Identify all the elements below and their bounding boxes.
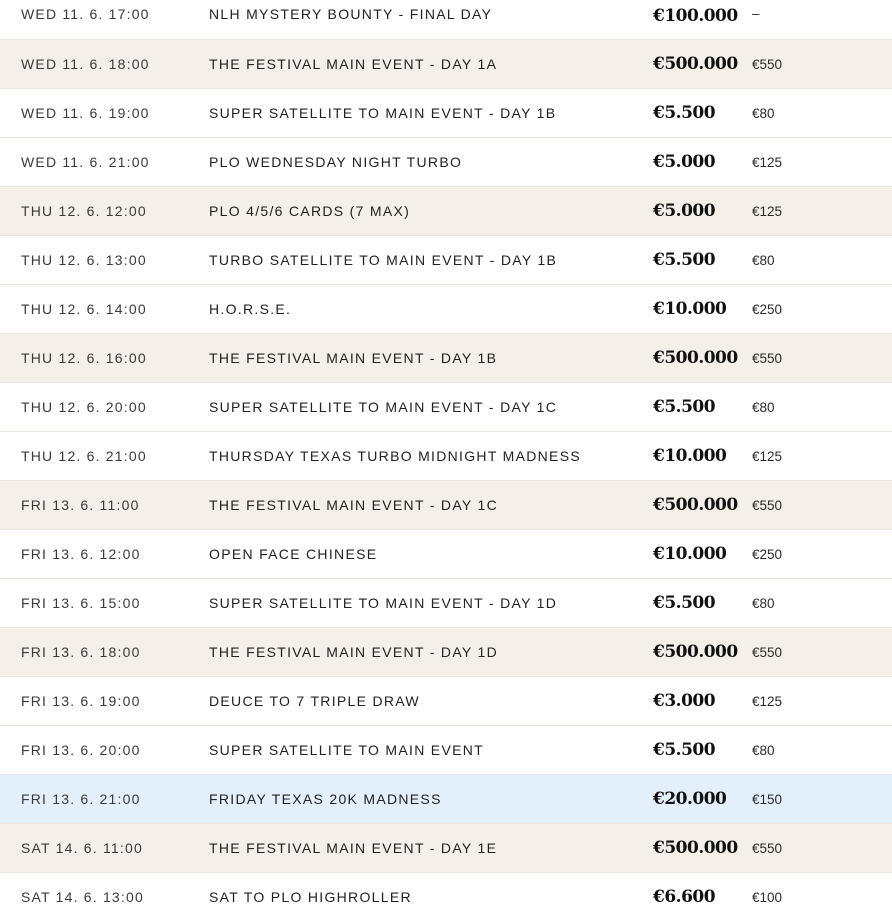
event-buy-in: €100: [752, 889, 783, 905]
table-row[interactable]: [0, 383, 892, 432]
event-buy-in: €250: [752, 301, 783, 317]
event-name: SUPER SATELLITE TO MAIN EVENT - DAY 1B: [209, 105, 557, 121]
event-prize-pool: €500.000: [653, 838, 738, 858]
table-row[interactable]: [0, 285, 892, 334]
event-prize-pool: €3.000: [653, 691, 716, 711]
event-datetime: FRI 13. 6. 11:00: [21, 497, 140, 513]
event-buy-in: €125: [752, 154, 783, 170]
table-row[interactable]: [0, 432, 892, 481]
event-datetime: FRI 13. 6. 18:00: [21, 644, 141, 660]
event-prize-pool: €6.600: [653, 887, 716, 907]
event-prize-pool: €5.500: [653, 593, 716, 613]
table-row[interactable]: [0, 236, 892, 285]
event-datetime: FRI 13. 6. 21:00: [21, 791, 141, 807]
table-row[interactable]: [0, 873, 892, 920]
table-row[interactable]: [0, 138, 892, 187]
event-buy-in: €125: [752, 693, 783, 709]
event-datetime: FRI 13. 6. 15:00: [21, 595, 141, 611]
event-buy-in: €80: [752, 399, 775, 415]
event-name: SUPER SATELLITE TO MAIN EVENT - DAY 1D: [209, 595, 558, 611]
event-prize-pool: €500.000: [653, 348, 738, 368]
event-prize-pool: €5.500: [653, 103, 716, 123]
event-datetime: SAT 14. 6. 13:00: [21, 889, 144, 905]
table-row[interactable]: [0, 187, 892, 236]
event-name: SUPER SATELLITE TO MAIN EVENT - DAY 1C: [209, 399, 558, 415]
event-datetime: WED 11. 6. 21:00: [21, 154, 150, 170]
event-prize-pool: €10.000: [653, 299, 727, 319]
table-row[interactable]: [0, 334, 892, 383]
event-name: NLH MYSTERY BOUNTY - FINAL DAY: [209, 6, 493, 22]
event-datetime: THU 12. 6. 21:00: [21, 448, 147, 464]
event-buy-in: €550: [752, 644, 783, 660]
event-buy-in: €550: [752, 840, 783, 856]
table-row[interactable]: [0, 530, 892, 579]
event-name: THE FESTIVAL MAIN EVENT - DAY 1C: [209, 497, 498, 513]
table-row[interactable]: [0, 775, 892, 824]
table-row[interactable]: [0, 677, 892, 726]
event-buy-in: €80: [752, 105, 775, 121]
event-name: OPEN FACE CHINESE: [209, 546, 378, 562]
event-prize-pool: €5.500: [653, 397, 716, 417]
table-row[interactable]: [0, 40, 892, 89]
event-name: TURBO SATELLITE TO MAIN EVENT - DAY 1B: [209, 252, 558, 268]
event-name: THURSDAY TEXAS TURBO MIDNIGHT MADNESS: [209, 448, 581, 464]
event-prize-pool: €20.000: [653, 789, 727, 809]
event-buy-in: €150: [752, 791, 783, 807]
event-buy-in: –: [752, 6, 760, 21]
event-name: SUPER SATELLITE TO MAIN EVENT: [209, 742, 484, 758]
event-datetime: THU 12. 6. 14:00: [21, 301, 147, 317]
event-datetime: WED 11. 6. 18:00: [21, 56, 150, 72]
event-prize-pool: €5.000: [653, 201, 716, 221]
event-datetime: FRI 13. 6. 12:00: [21, 546, 141, 562]
event-name: FRIDAY TEXAS 20K MADNESS: [209, 791, 442, 807]
event-name: THE FESTIVAL MAIN EVENT - DAY 1A: [209, 56, 498, 72]
table-row[interactable]: [0, 481, 892, 530]
event-buy-in: €80: [752, 252, 775, 268]
event-name: PLO 4/5/6 CARDS (7 MAX): [209, 203, 411, 219]
event-prize-pool: €10.000: [653, 446, 727, 466]
event-buy-in: €250: [752, 546, 783, 562]
event-buy-in: €125: [752, 203, 783, 219]
table-row[interactable]: [0, 0, 892, 40]
event-datetime: THU 12. 6. 12:00: [21, 203, 147, 219]
table-row[interactable]: [0, 824, 892, 873]
event-datetime: THU 12. 6. 13:00: [21, 252, 147, 268]
event-prize-pool: €500.000: [653, 54, 738, 74]
event-buy-in: €550: [752, 497, 783, 513]
event-datetime: SAT 14. 6. 11:00: [21, 840, 143, 856]
table-row[interactable]: [0, 89, 892, 138]
event-buy-in: €550: [752, 56, 783, 72]
event-prize-pool: €5.500: [653, 740, 716, 760]
event-prize-pool: €10.000: [653, 544, 727, 564]
event-buy-in: €80: [752, 595, 775, 611]
event-name: THE FESTIVAL MAIN EVENT - DAY 1B: [209, 350, 498, 366]
event-prize-pool: €5.000: [653, 152, 716, 172]
event-prize-pool: €100.000: [653, 6, 738, 26]
event-datetime: WED 11. 6. 19:00: [21, 105, 150, 121]
event-datetime: THU 12. 6. 20:00: [21, 399, 147, 415]
table-row[interactable]: [0, 628, 892, 677]
event-prize-pool: €500.000: [653, 495, 738, 515]
event-datetime: WED 11. 6. 17:00: [21, 6, 150, 22]
event-name: H.O.R.S.E.: [209, 301, 292, 317]
event-name: THE FESTIVAL MAIN EVENT - DAY 1E: [209, 840, 498, 856]
event-datetime: FRI 13. 6. 20:00: [21, 742, 141, 758]
event-datetime: FRI 13. 6. 19:00: [21, 693, 141, 709]
event-buy-in: €125: [752, 448, 783, 464]
event-datetime: THU 12. 6. 16:00: [21, 350, 147, 366]
event-prize-pool: €5.500: [653, 250, 716, 270]
event-name: DEUCE TO 7 TRIPLE DRAW: [209, 693, 420, 709]
event-name: PLO WEDNESDAY NIGHT TURBO: [209, 154, 463, 170]
event-buy-in: €550: [752, 350, 783, 366]
table-row[interactable]: [0, 579, 892, 628]
event-prize-pool: €500.000: [653, 642, 738, 662]
table-row[interactable]: [0, 726, 892, 775]
event-name: THE FESTIVAL MAIN EVENT - DAY 1D: [209, 644, 498, 660]
event-name: SAT TO PLO HIGHROLLER: [209, 889, 412, 905]
event-buy-in: €80: [752, 742, 775, 758]
